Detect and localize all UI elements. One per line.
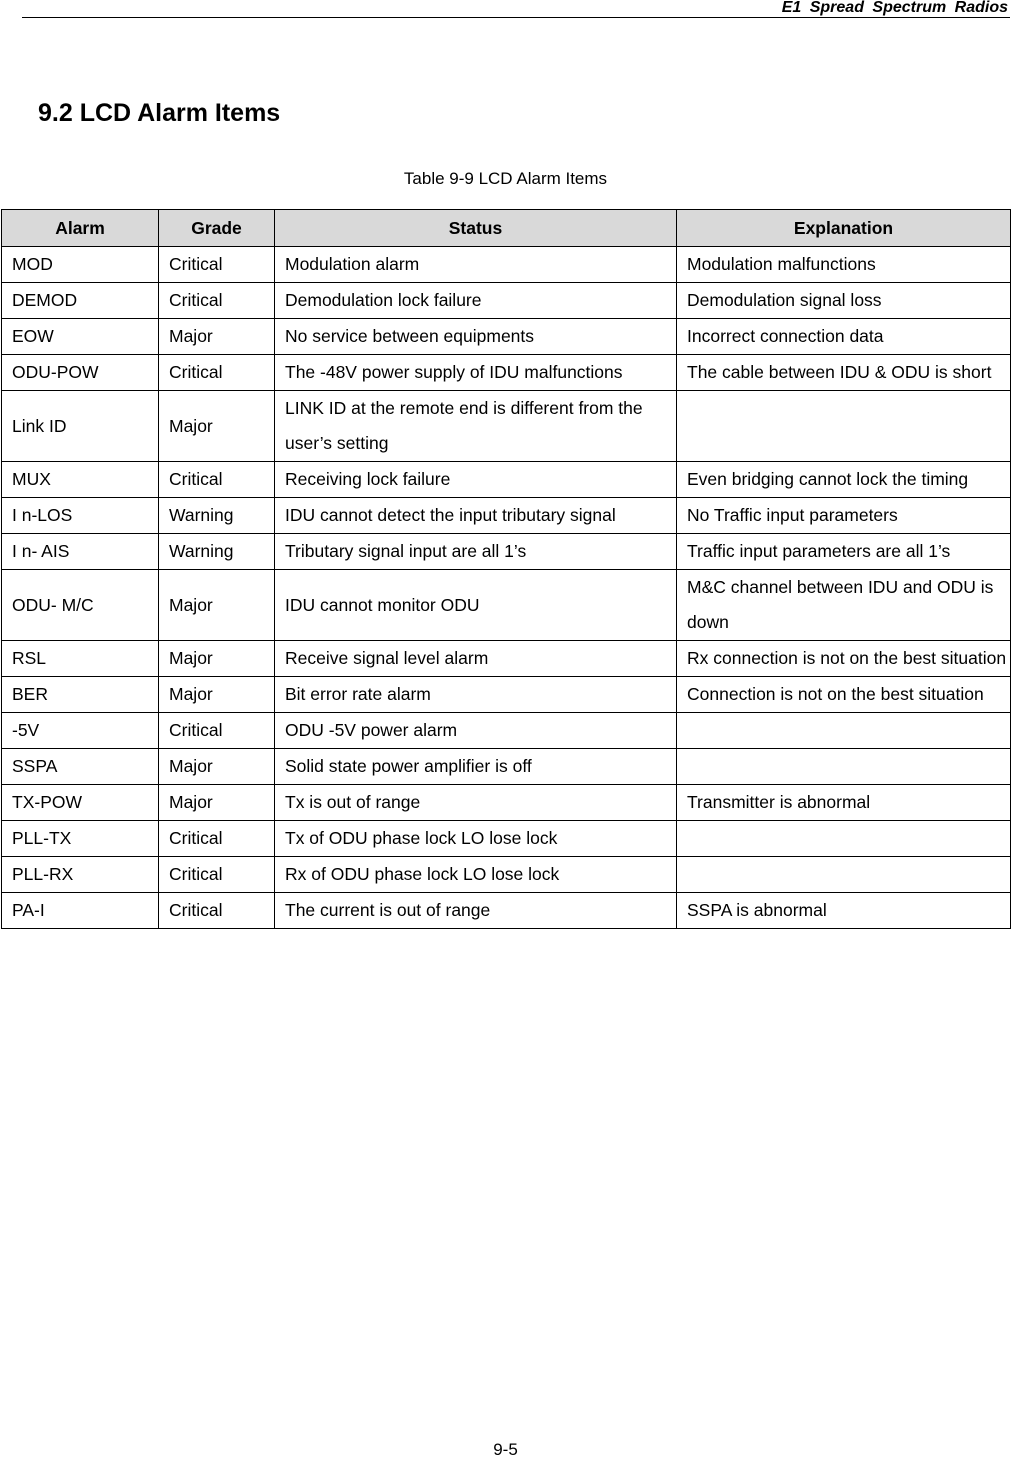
cell-alarm: EOW bbox=[2, 319, 159, 355]
cell-alarm: PA-I bbox=[2, 893, 159, 929]
cell-explanation bbox=[677, 749, 1011, 785]
cell-grade: Major bbox=[159, 641, 275, 677]
cell-explanation: Traffic input parameters are all 1’s bbox=[677, 534, 1011, 570]
column-header-alarm: Alarm bbox=[2, 210, 159, 247]
cell-alarm: TX-POW bbox=[2, 785, 159, 821]
cell-alarm: DEMOD bbox=[2, 283, 159, 319]
cell-explanation bbox=[677, 821, 1011, 857]
cell-explanation: No Traffic input parameters bbox=[677, 498, 1011, 534]
cell-explanation: Modulation malfunctions bbox=[677, 247, 1011, 283]
cell-explanation bbox=[677, 713, 1011, 749]
cell-grade: Critical bbox=[159, 857, 275, 893]
cell-alarm: RSL bbox=[2, 641, 159, 677]
cell-status: Modulation alarm bbox=[275, 247, 677, 283]
header-title: E1 Spread Spectrum Radios bbox=[781, 0, 1008, 16]
cell-explanation: Connection is not on the best situation bbox=[677, 677, 1011, 713]
table-row bbox=[2, 713, 1011, 749]
cell-grade: Critical bbox=[159, 247, 275, 283]
table-row bbox=[2, 462, 1011, 498]
cell-status: LINK ID at the remote end is different from the user’s setting bbox=[275, 391, 677, 462]
table-row bbox=[2, 391, 1011, 462]
column-header-explanation: Explanation bbox=[677, 210, 1011, 247]
cell-status: Receive signal level alarm bbox=[275, 641, 677, 677]
cell-alarm: MUX bbox=[2, 462, 159, 498]
cell-status: Solid state power amplifier is off bbox=[275, 749, 677, 785]
cell-grade: Major bbox=[159, 677, 275, 713]
cell-alarm: I n-LOS bbox=[2, 498, 159, 534]
cell-grade: Major bbox=[159, 391, 275, 462]
table-header-row bbox=[2, 210, 1011, 247]
cell-status: ODU -5V power alarm bbox=[275, 713, 677, 749]
table-row bbox=[2, 677, 1011, 713]
cell-alarm: PLL-RX bbox=[2, 857, 159, 893]
cell-grade: Major bbox=[159, 570, 275, 641]
cell-explanation bbox=[677, 857, 1011, 893]
cell-alarm: ODU-POW bbox=[2, 355, 159, 391]
page-number: 9-5 bbox=[493, 1440, 518, 1459]
cell-grade: Major bbox=[159, 785, 275, 821]
cell-grade: Critical bbox=[159, 283, 275, 319]
section-title: 9.2 LCD Alarm Items bbox=[38, 99, 281, 127]
cell-alarm: SSPA bbox=[2, 749, 159, 785]
cell-grade: Major bbox=[159, 319, 275, 355]
cell-status: Tx of ODU phase lock LO lose lock bbox=[275, 821, 677, 857]
table-row bbox=[2, 570, 1011, 641]
table-row bbox=[2, 319, 1011, 355]
cell-explanation: Demodulation signal loss bbox=[677, 283, 1011, 319]
cell-alarm: MOD bbox=[2, 247, 159, 283]
cell-explanation: The cable between IDU & ODU is short bbox=[677, 355, 1011, 391]
table-row bbox=[2, 247, 1011, 283]
cell-alarm: BER bbox=[2, 677, 159, 713]
cell-grade: Critical bbox=[159, 462, 275, 498]
cell-grade: Critical bbox=[159, 355, 275, 391]
cell-alarm: Link ID bbox=[2, 391, 159, 462]
cell-status: Demodulation lock failure bbox=[275, 283, 677, 319]
cell-status: The current is out of range bbox=[275, 893, 677, 929]
table-row bbox=[2, 821, 1011, 857]
cell-status: Bit error rate alarm bbox=[275, 677, 677, 713]
table-body bbox=[2, 247, 1011, 929]
table-row bbox=[2, 749, 1011, 785]
table-row bbox=[2, 857, 1011, 893]
cell-explanation: Rx connection is not on the best situation bbox=[677, 641, 1011, 677]
page-header bbox=[22, 0, 1010, 18]
cell-grade: Critical bbox=[159, 713, 275, 749]
cell-explanation bbox=[677, 391, 1011, 462]
cell-grade: Warning bbox=[159, 498, 275, 534]
table-row bbox=[2, 355, 1011, 391]
cell-explanation: SSPA is abnormal bbox=[677, 893, 1011, 929]
cell-grade: Critical bbox=[159, 821, 275, 857]
table-row bbox=[2, 641, 1011, 677]
table-caption: Table 9-9 LCD Alarm Items bbox=[403, 169, 608, 188]
column-header-status: Status bbox=[275, 210, 677, 247]
cell-alarm: PLL-TX bbox=[2, 821, 159, 857]
cell-grade: Warning bbox=[159, 534, 275, 570]
cell-status: IDU cannot monitor ODU bbox=[275, 570, 677, 641]
cell-alarm: ODU- M/C bbox=[2, 570, 159, 641]
cell-status: No service between equipments bbox=[275, 319, 677, 355]
cell-grade: Critical bbox=[159, 893, 275, 929]
cell-explanation: Even bridging cannot lock the timing bbox=[677, 462, 1011, 498]
table-row bbox=[2, 785, 1011, 821]
cell-explanation: Incorrect connection data bbox=[677, 319, 1011, 355]
table-row bbox=[2, 498, 1011, 534]
cell-explanation: M&C channel between IDU and ODU is down bbox=[677, 570, 1011, 641]
alarm-table bbox=[1, 209, 1011, 929]
table-row bbox=[2, 893, 1011, 929]
cell-status: Rx of ODU phase lock LO lose lock bbox=[275, 857, 677, 893]
table-row bbox=[2, 534, 1011, 570]
column-header-grade: Grade bbox=[159, 210, 275, 247]
cell-alarm: I n- AIS bbox=[2, 534, 159, 570]
cell-alarm: -5V bbox=[2, 713, 159, 749]
cell-status: Tributary signal input are all 1’s bbox=[275, 534, 677, 570]
cell-status: Receiving lock failure bbox=[275, 462, 677, 498]
cell-status: Tx is out of range bbox=[275, 785, 677, 821]
cell-grade: Major bbox=[159, 749, 275, 785]
table-row bbox=[2, 283, 1011, 319]
cell-status: IDU cannot detect the input tributary signal bbox=[275, 498, 677, 534]
cell-explanation: Transmitter is abnormal bbox=[677, 785, 1011, 821]
cell-status: The -48V power supply of IDU malfunctions bbox=[275, 355, 677, 391]
